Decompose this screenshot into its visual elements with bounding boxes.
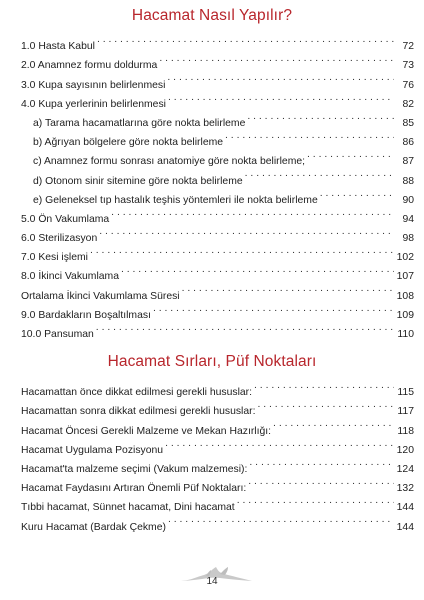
- toc-page-number: 110: [397, 329, 414, 340]
- toc-page-number: 73: [402, 60, 414, 72]
- toc-page-number: 90: [402, 194, 414, 206]
- toc-entry-title: a) Tarama hacamatlarına göre nokta belirleme: [33, 117, 246, 129]
- toc-page-number: 108: [396, 290, 414, 302]
- toc-entry-title: Hacamat Öncesi Gerekli Malzeme ve Mekan Hazırlığı:: [21, 425, 272, 437]
- dot-leader: [248, 472, 394, 491]
- toc-page-number: 115: [397, 387, 414, 399]
- toc-entry-title: c) Anamnez formu sonrası anatomiye göre nokta belirleme;: [33, 156, 306, 168]
- toc-entry-title: Hacamat'ta malzeme seçimi (Vakum malzemesi):: [21, 463, 248, 475]
- dot-leader: [90, 241, 394, 260]
- toc-entry-title: Kuru Hacamat (Bardak Çekme): [21, 521, 166, 533]
- toc-entry-title: Hacamattan önce dikkat edilmesi gerekli hususlar:: [21, 387, 253, 399]
- toc-page-number: 117: [397, 406, 414, 418]
- toc-page-number: 144: [396, 521, 414, 533]
- toc-entry-title: 6.0 Sterilizasyon: [21, 233, 98, 245]
- toc-entry-title: Ortalama İkinci Vakumlama Süresi: [21, 290, 180, 302]
- toc-page-number: 144: [396, 502, 414, 514]
- toc-entry-title: 9.0 Bardakların Boşaltılması: [21, 309, 151, 321]
- toc-entry-title: Hacamat Faydasını Artıran Önemli Püf Noktaları:: [21, 483, 247, 495]
- toc-entry-title: e) Geleneksel tıp hastalık teşhis yöntemleri ile nokta belirleme: [33, 194, 318, 206]
- toc-page-number: 82: [402, 98, 414, 110]
- toc-page-number: 88: [402, 175, 414, 187]
- toc-page-number: 85: [402, 117, 414, 129]
- toc-entry: [21, 30, 414, 53]
- toc-entry: [21, 376, 414, 399]
- toc-entry-title: Hacamat Uygulama Pozisyonu: [21, 444, 164, 456]
- dot-leader: [167, 68, 394, 87]
- toc-page-number: 120: [396, 444, 414, 456]
- toc-entry-title: Hacamattan sonra dikkat edilmesi gerekli hususlar:: [21, 406, 256, 418]
- toc-page-number: 124: [396, 463, 414, 475]
- dot-leader: [225, 126, 394, 145]
- dot-leader: [307, 145, 394, 164]
- dot-leader: [96, 318, 394, 337]
- dot-leader: [254, 376, 394, 395]
- toc-page-number: 107: [396, 271, 414, 283]
- dot-leader: [245, 164, 394, 183]
- toc-entry-title: b) Ağrıyan bölgelere göre nokta belirleme: [33, 137, 224, 149]
- toc-page-number: 76: [402, 79, 414, 91]
- dot-leader: [320, 184, 394, 203]
- dot-leader: [97, 30, 394, 49]
- toc-list-secrets: [21, 376, 414, 533]
- toc-page-number: 87: [402, 156, 414, 168]
- toc-page-number: 86: [402, 137, 414, 149]
- toc-page-number: 118: [397, 425, 414, 437]
- toc-entry-title: 10.0 Pansuman: [21, 329, 94, 340]
- dot-leader: [273, 414, 394, 433]
- toc-entry-title: 2.0 Anamnez formu doldurma: [21, 60, 158, 72]
- toc-page-number: 109: [396, 309, 414, 321]
- toc-page-number: 102: [396, 252, 414, 264]
- toc-entry-title: 8.0 İkinci Vakumlama: [21, 271, 119, 283]
- dot-leader: [257, 395, 394, 414]
- dot-leader: [121, 260, 394, 279]
- toc-entry-title: d) Otonom sinir sitemine göre nokta belirleme: [33, 175, 243, 187]
- dot-leader: [182, 279, 394, 298]
- dot-leader: [165, 434, 394, 453]
- dot-leader: [249, 453, 394, 472]
- toc-entry-title: Tıbbi hacamat, Sünnet hacamat, Dini hacamat: [21, 502, 235, 514]
- dot-leader: [153, 299, 394, 318]
- dot-leader: [168, 510, 394, 529]
- toc-entry-title: 4.0 Kupa yerlerinin belirlenmesi: [21, 98, 166, 110]
- dot-leader: [159, 49, 394, 68]
- section-title-secrets: Hacamat Sırları, Püf Noktaları: [107, 353, 317, 370]
- toc-list-how-to: [21, 30, 414, 340]
- dot-leader: [168, 88, 394, 107]
- section-title-how-to: Hacamat Nasıl Yapılır?: [131, 7, 293, 24]
- toc-page-number: 72: [402, 41, 414, 53]
- toc-entry-title: 1.0 Hasta Kabul: [21, 41, 95, 53]
- dot-leader: [247, 107, 394, 126]
- dot-leader: [99, 222, 394, 241]
- toc-entry-title: 5.0 Ön Vakumlama: [21, 213, 110, 225]
- page-number: 14: [206, 576, 218, 587]
- dot-leader: [111, 203, 394, 222]
- toc-entry-title: 3.0 Kupa sayısının belirlenmesi: [21, 79, 166, 91]
- toc-entry-title: 7.0 Kesi işlemi: [21, 252, 88, 264]
- toc-page-number: 98: [402, 233, 414, 245]
- toc-page-number: 94: [402, 213, 414, 225]
- dot-leader: [237, 491, 394, 510]
- toc-page-number: 132: [396, 483, 414, 495]
